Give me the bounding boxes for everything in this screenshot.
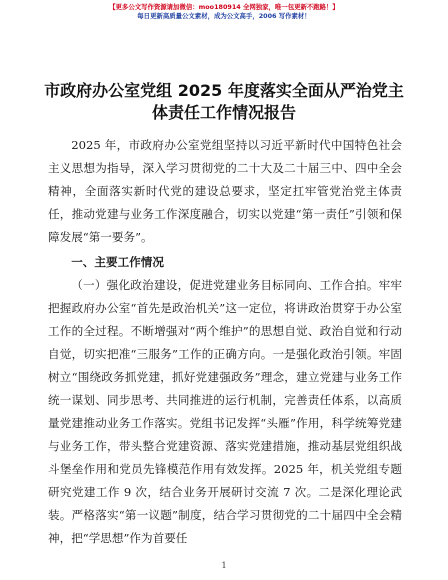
intro-paragraph: 2025 年，市政府办公室党组坚持以习近平新时代中国特色社会主义思想为指导，深入学习贯彻党的二十大及二十届三中、四中全会精神，全面落实新时代党的建设总要求，坚定扛牢管党治党主体责任，推动党建与业务工作深度融合，切实以党建“第一责任”引领和保障发展“第一要务”。 — [48, 138, 402, 244]
banner-line-2: 每日更新高质量公文素材，成为公文高手，2006 写作素材！ — [137, 12, 311, 20]
document-title: 市政府办公室党组 2025 年度落实全面从严治党主体责任工作情况报告 — [44, 81, 404, 122]
subsection-heading: （一）强化政治建设，促进党建业务目标同向、工作合拍。 — [71, 278, 379, 292]
subsection-paragraph — [48, 274, 402, 550]
page-number: 1 — [221, 561, 227, 570]
subsection-body: 牢牢把握政府办公室“首先是政治机关”这一定位，将讲政治贯穿于办公室工作的全过程。不断增强对“两个维护”的思想自觉、政治自觉和行动自觉，切实把准“三服务”工作的正确方向。一是强化政治引领。牢固树立“围绕政务抓党建，抓好党建强政务”理念，建立党建与业务工作统一谋划、同步思考、共同推进的运行机制，完善责任体系，以高质量党建推动业务工作落实。党组书记发挥“头雁”作用，科学统筹党建与业务工作，带头整合党建资源、落实党建措施，推动基层党组织战斗堡垒作用和党员先锋模范作用有效发挥。2025 年，机关党组专题研究党建工作 9 次，结合业务开展研讨交流 7 次。二是深化理论武装。严格落实“第一议题”制度，结合学习贯彻党的二十届四中全会精神，把“学思想”作为首要任 — [48, 278, 402, 545]
section-heading: 一、主要工作情况 — [71, 255, 164, 269]
document-body — [48, 134, 402, 550]
banner-line-1: 【更多公文写作资源请加微信：moo180914 全网独家，唯一包更新不跑路！】 — [109, 3, 339, 11]
promo-banner — [0, 0, 448, 21]
